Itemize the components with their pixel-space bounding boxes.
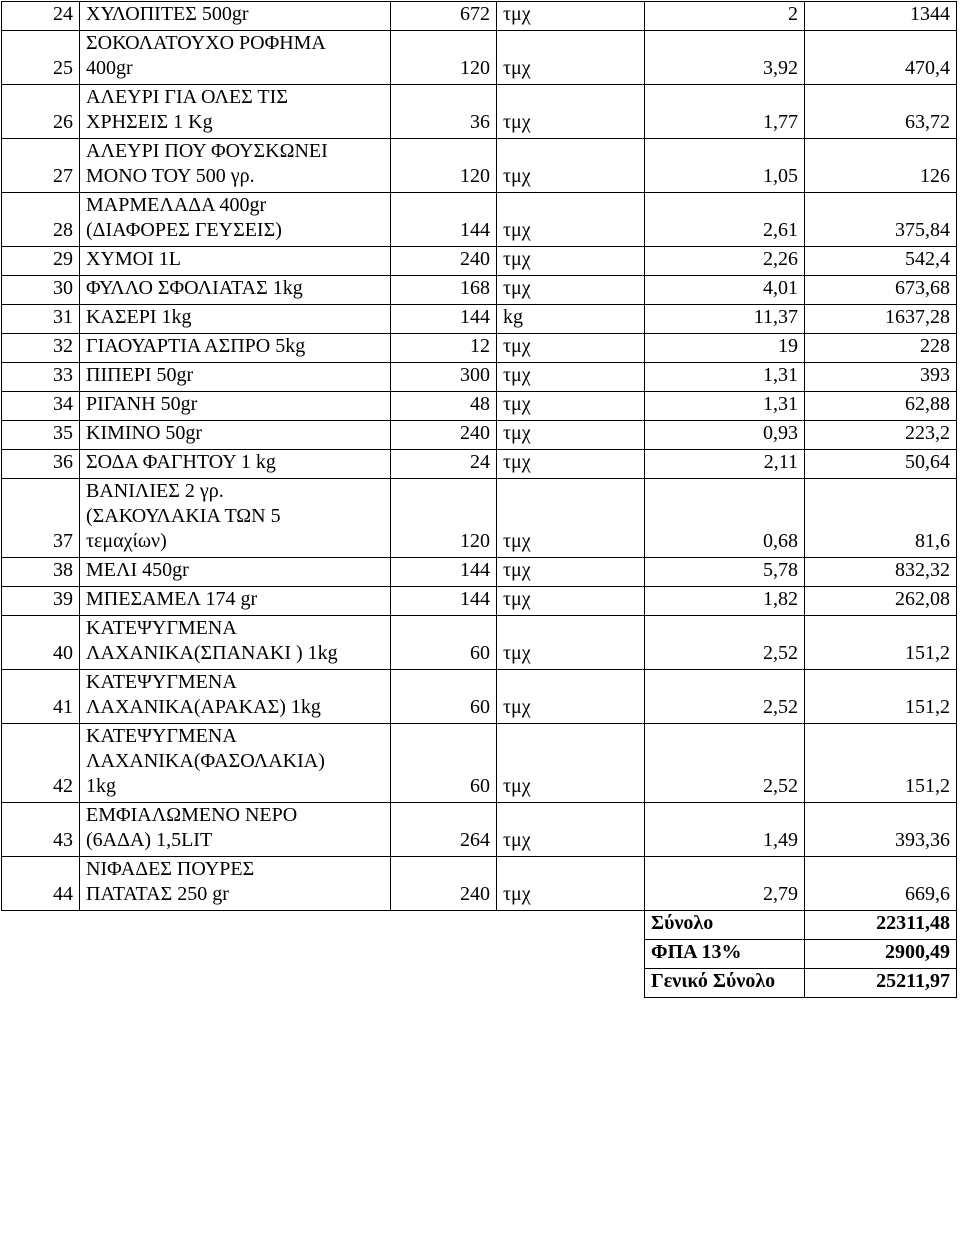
item-unit-price: 0,93 xyxy=(645,421,805,450)
item-total: 393,36 xyxy=(805,803,957,857)
item-quantity: 240 xyxy=(391,247,497,276)
item-quantity: 24 xyxy=(391,450,497,479)
item-description: ΣΟΔΑ ΦΑΓΗΤΟΥ 1 kg xyxy=(80,450,391,479)
table-row xyxy=(2,31,957,85)
item-unit: τμχ xyxy=(497,857,645,911)
summary-section xyxy=(2,911,957,998)
item-number: 28 xyxy=(2,193,80,247)
item-number: 31 xyxy=(2,305,80,334)
table-row xyxy=(2,276,957,305)
item-description: ΚΑΣΕΡΙ 1kg xyxy=(80,305,391,334)
item-quantity: 264 xyxy=(391,803,497,857)
item-quantity: 672 xyxy=(391,2,497,31)
summary-row-grand-total xyxy=(2,969,957,998)
item-quantity: 144 xyxy=(391,587,497,616)
items-table-body xyxy=(2,2,957,911)
summary-spacer xyxy=(2,969,645,998)
item-quantity: 60 xyxy=(391,616,497,670)
table-row xyxy=(2,450,957,479)
item-number: 44 xyxy=(2,857,80,911)
item-unit: τμχ xyxy=(497,334,645,363)
item-unit: τμχ xyxy=(497,724,645,803)
item-unit-price: 2,79 xyxy=(645,857,805,911)
item-total: 470,4 xyxy=(805,31,957,85)
item-unit: τμχ xyxy=(497,85,645,139)
item-unit: τμχ xyxy=(497,247,645,276)
item-number: 34 xyxy=(2,392,80,421)
item-description: ΚΑΤΕΨΥΓΜΕΝΑ ΛΑΧΑΝΙΚΑ(ΦΑΣΟΛΑΚΙΑ) 1kg xyxy=(80,724,391,803)
item-description: ΝΙΦΑΔΕΣ ΠΟΥΡΕΣ ΠΑΤΑΤΑΣ 250 gr xyxy=(80,857,391,911)
item-number: 42 xyxy=(2,724,80,803)
table-row xyxy=(2,85,957,139)
item-unit: τμχ xyxy=(497,139,645,193)
vat-label: ΦΠΑ 13% xyxy=(645,940,805,969)
item-description: ΚΑΤΕΨΥΓΜΕΝΑ ΛΑΧΑΝΙΚΑ(ΑΡΑΚΑΣ) 1kg xyxy=(80,670,391,724)
item-total: 832,32 xyxy=(805,558,957,587)
item-total: 375,84 xyxy=(805,193,957,247)
item-number: 32 xyxy=(2,334,80,363)
item-description: ΕΜΦΙΑΛΩΜΕΝΟ ΝΕΡΟ (6ΑΔΑ) 1,5LIT xyxy=(80,803,391,857)
item-number: 36 xyxy=(2,450,80,479)
table-row xyxy=(2,2,957,31)
item-number: 39 xyxy=(2,587,80,616)
item-unit-price: 4,01 xyxy=(645,276,805,305)
table-row xyxy=(2,247,957,276)
item-number: 25 xyxy=(2,31,80,85)
item-unit-price: 1,82 xyxy=(645,587,805,616)
item-number: 35 xyxy=(2,421,80,450)
item-unit: τμχ xyxy=(497,587,645,616)
item-total: 1637,28 xyxy=(805,305,957,334)
item-total: 62,88 xyxy=(805,392,957,421)
item-number: 27 xyxy=(2,139,80,193)
items-table xyxy=(1,1,957,998)
item-total: 669,6 xyxy=(805,857,957,911)
item-quantity: 240 xyxy=(391,857,497,911)
item-unit-price: 2 xyxy=(645,2,805,31)
item-total: 151,2 xyxy=(805,616,957,670)
item-description: ΑΛΕΥΡΙ ΓΙΑ ΟΛΕΣ ΤΙΣ ΧΡΗΣΕΙΣ 1 Kg xyxy=(80,85,391,139)
item-description: ΡΙΓΑΝΗ 50gr xyxy=(80,392,391,421)
grand-total-label: Γενικό Σύνολο xyxy=(645,969,805,998)
item-total: 542,4 xyxy=(805,247,957,276)
item-unit-price: 19 xyxy=(645,334,805,363)
item-unit-price: 1,77 xyxy=(645,85,805,139)
table-row xyxy=(2,334,957,363)
item-number: 29 xyxy=(2,247,80,276)
item-description: ΦΥΛΛΟ ΣΦΟΛΙΑΤΑΣ 1kg xyxy=(80,276,391,305)
vat-value: 2900,49 xyxy=(805,940,957,969)
subtotal-value: 22311,48 xyxy=(805,911,957,940)
item-quantity: 60 xyxy=(391,670,497,724)
item-description: ΣΟΚΟΛΑΤΟΥΧΟ ΡΟΦΗΜΑ 400gr xyxy=(80,31,391,85)
item-number: 40 xyxy=(2,616,80,670)
item-quantity: 12 xyxy=(391,334,497,363)
item-quantity: 144 xyxy=(391,558,497,587)
item-unit-price: 11,37 xyxy=(645,305,805,334)
item-description: ΓΙΑΟΥΑΡΤΙΑ ΑΣΠΡΟ 5kg xyxy=(80,334,391,363)
table-row xyxy=(2,558,957,587)
item-total: 673,68 xyxy=(805,276,957,305)
item-total: 151,2 xyxy=(805,724,957,803)
item-unit-price: 2,11 xyxy=(645,450,805,479)
table-row xyxy=(2,139,957,193)
summary-spacer xyxy=(2,940,645,969)
item-quantity: 240 xyxy=(391,421,497,450)
item-unit: τμχ xyxy=(497,193,645,247)
item-unit: τμχ xyxy=(497,31,645,85)
item-quantity: 300 xyxy=(391,363,497,392)
item-unit-price: 1,05 xyxy=(645,139,805,193)
item-number: 24 xyxy=(2,2,80,31)
item-total: 1344 xyxy=(805,2,957,31)
item-description: ΚΑΤΕΨΥΓΜΕΝΑ ΛΑΧΑΝΙΚΑ(ΣΠΑΝΑΚΙ ) 1kg xyxy=(80,616,391,670)
item-quantity: 120 xyxy=(391,31,497,85)
item-unit-price: 1,31 xyxy=(645,392,805,421)
item-total: 151,2 xyxy=(805,670,957,724)
item-unit-price: 1,49 xyxy=(645,803,805,857)
item-quantity: 60 xyxy=(391,724,497,803)
item-description: ΜΕΛΙ 450gr xyxy=(80,558,391,587)
item-number: 41 xyxy=(2,670,80,724)
item-unit-price: 0,68 xyxy=(645,479,805,558)
item-description: ΑΛΕΥΡΙ ΠΟΥ ΦΟΥΣΚΩΝΕΙ ΜΟΝΟ ΤΟΥ 500 γρ. xyxy=(80,139,391,193)
item-total: 262,08 xyxy=(805,587,957,616)
item-number: 43 xyxy=(2,803,80,857)
table-row xyxy=(2,193,957,247)
subtotal-label: Σύνολο xyxy=(645,911,805,940)
item-unit-price: 3,92 xyxy=(645,31,805,85)
item-unit: τμχ xyxy=(497,276,645,305)
item-unit-price: 2,52 xyxy=(645,616,805,670)
item-unit: kg xyxy=(497,305,645,334)
item-number: 30 xyxy=(2,276,80,305)
item-quantity: 144 xyxy=(391,305,497,334)
item-number: 33 xyxy=(2,363,80,392)
item-unit: τμχ xyxy=(497,479,645,558)
item-total: 393 xyxy=(805,363,957,392)
table-row xyxy=(2,724,957,803)
item-description: ΜΠΕΣΑΜΕΛ 174 gr xyxy=(80,587,391,616)
summary-row-subtotal xyxy=(2,911,957,940)
item-quantity: 48 xyxy=(391,392,497,421)
item-description: ΧΥΜΟΙ 1L xyxy=(80,247,391,276)
item-unit-price: 2,52 xyxy=(645,724,805,803)
table-row xyxy=(2,803,957,857)
item-total: 126 xyxy=(805,139,957,193)
item-unit: τμχ xyxy=(497,803,645,857)
summary-spacer xyxy=(2,911,645,940)
table-row xyxy=(2,305,957,334)
table-row xyxy=(2,421,957,450)
item-description: ΠΙΠΕΡΙ 50gr xyxy=(80,363,391,392)
item-unit: τμχ xyxy=(497,2,645,31)
item-unit: τμχ xyxy=(497,616,645,670)
item-quantity: 144 xyxy=(391,193,497,247)
item-unit-price: 1,31 xyxy=(645,363,805,392)
item-number: 37 xyxy=(2,479,80,558)
table-row xyxy=(2,857,957,911)
item-unit: τμχ xyxy=(497,450,645,479)
item-total: 228 xyxy=(805,334,957,363)
item-unit: τμχ xyxy=(497,421,645,450)
item-number: 26 xyxy=(2,85,80,139)
item-unit: τμχ xyxy=(497,392,645,421)
item-description: ΒΑΝΙΛΙΕΣ 2 γρ. (ΣΑΚΟΥΛΑΚΙΑ ΤΩΝ 5 τεμαχίων) xyxy=(80,479,391,558)
item-total: 50,64 xyxy=(805,450,957,479)
table-row xyxy=(2,670,957,724)
item-description: ΚΙΜΙΝΟ 50gr xyxy=(80,421,391,450)
summary-row-vat xyxy=(2,940,957,969)
grand-total-value: 25211,97 xyxy=(805,969,957,998)
item-unit: τμχ xyxy=(497,558,645,587)
item-unit-price: 2,61 xyxy=(645,193,805,247)
item-number: 38 xyxy=(2,558,80,587)
item-unit-price: 5,78 xyxy=(645,558,805,587)
item-unit: τμχ xyxy=(497,363,645,392)
item-quantity: 168 xyxy=(391,276,497,305)
table-row xyxy=(2,363,957,392)
item-quantity: 120 xyxy=(391,139,497,193)
table-row xyxy=(2,479,957,558)
item-total: 63,72 xyxy=(805,85,957,139)
item-unit: τμχ xyxy=(497,670,645,724)
item-quantity: 120 xyxy=(391,479,497,558)
item-quantity: 36 xyxy=(391,85,497,139)
item-total: 223,2 xyxy=(805,421,957,450)
item-total: 81,6 xyxy=(805,479,957,558)
item-description: ΧΥΛΟΠΙΤΕΣ 500gr xyxy=(80,2,391,31)
table-row xyxy=(2,392,957,421)
item-description: ΜΑΡΜΕΛΑΔΑ 400gr (ΔΙΑΦΟΡΕΣ ΓΕΥΣΕΙΣ) xyxy=(80,193,391,247)
item-unit-price: 2,52 xyxy=(645,670,805,724)
item-unit-price: 2,26 xyxy=(645,247,805,276)
table-row xyxy=(2,587,957,616)
table-row xyxy=(2,616,957,670)
